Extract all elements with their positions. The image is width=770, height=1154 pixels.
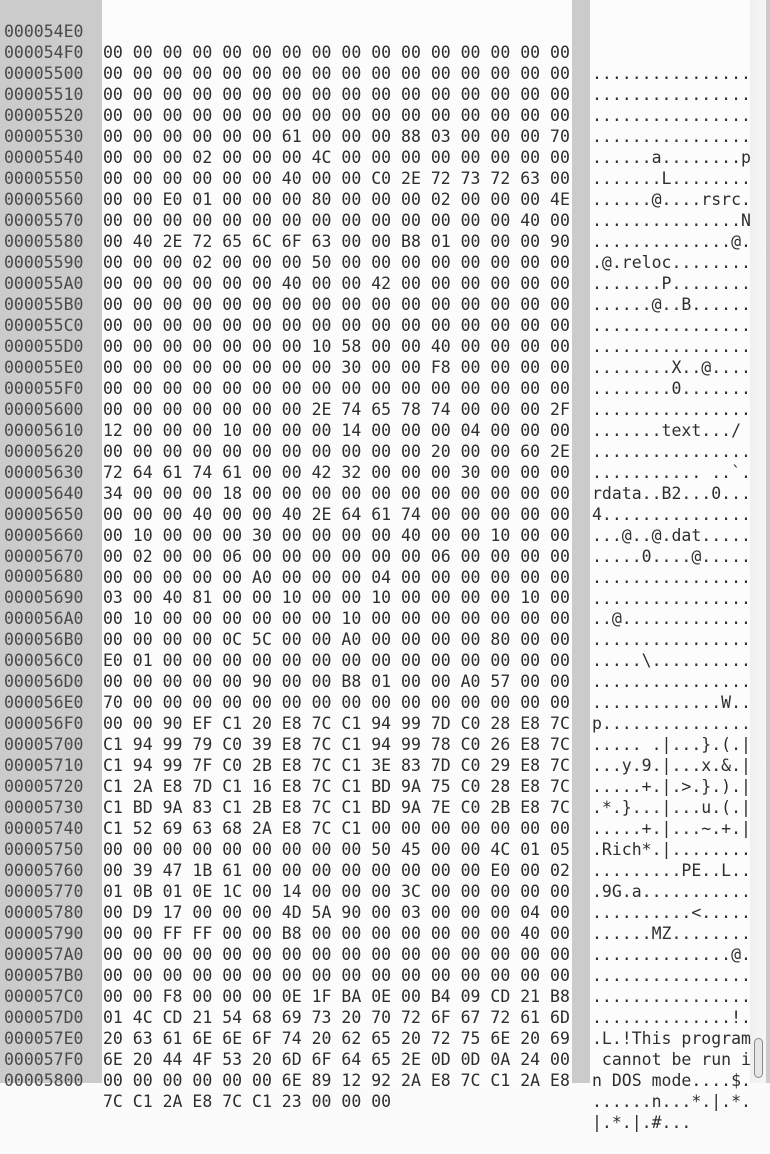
row-ascii[interactable]: .@.reloc........: [592, 252, 751, 272]
row-offset: 00005750: [4, 840, 84, 860]
row-ascii[interactable]: ................: [592, 588, 751, 608]
row-offset: 00005700: [4, 735, 84, 755]
row-offset: 00005800: [4, 1071, 84, 1090]
row-offset: 00005630: [4, 462, 84, 482]
row-hex-bytes[interactable]: 00 00 00 00 00 00 00 00 00 50 45 00 00 4C 01 05: [103, 840, 570, 860]
row-offset: 00005730: [4, 798, 84, 818]
row-hex-bytes[interactable]: 00 00 00 00 00 00 00 00 00 00 00 00 00 00 40 00: [103, 210, 570, 230]
row-ascii[interactable]: ..............@.: [592, 231, 751, 251]
row-ascii[interactable]: ...............N: [592, 210, 751, 230]
row-hex-bytes[interactable]: 00 00 00 00 00 00 6E 89 12 92 2A E8 7C C1 2A E8: [103, 1071, 570, 1091]
row-offset: 00005640: [4, 483, 84, 503]
row-offset: 00005500: [4, 63, 84, 83]
row-hex-bytes[interactable]: 72 64 61 74 61 00 00 42 32 00 00 00 30 00 00 00: [103, 462, 570, 482]
row-ascii[interactable]: ......a........p: [592, 147, 751, 167]
row-offset: 000056B0: [4, 630, 84, 650]
row-offset: 000055A0: [4, 273, 84, 293]
row-ascii[interactable]: .......text.../: [592, 420, 742, 440]
row-hex-bytes[interactable]: 00 02 00 00 06 00 00 00 00 00 00 06 00 00 00 00: [103, 546, 570, 566]
row-offset: 00005780: [4, 903, 84, 923]
window-edge: [766, 0, 770, 1083]
row-offset: 000057B0: [4, 966, 84, 986]
row-ascii[interactable]: ................: [592, 966, 751, 986]
row-hex-bytes[interactable]: E0 01 00 00 00 00 00 00 00 00 00 00 00 00 00 00: [103, 651, 570, 671]
row-ascii[interactable]: .......P........: [592, 273, 751, 293]
row-hex-bytes[interactable]: 00 00 00 00 0C 5C 00 00 A0 00 00 00 00 80 00 00: [103, 630, 570, 650]
row-ascii[interactable]: 4...............: [592, 504, 751, 524]
row-ascii[interactable]: .......L........: [592, 168, 751, 188]
row-hex-bytes[interactable]: C1 2A E8 7D C1 16 E8 7C C1 BD 9A 75 C0 28 E8 7C: [103, 777, 570, 797]
row-offset: 00005530: [4, 126, 84, 146]
row-hex-bytes[interactable]: 00 00 00 00 00 00 00 00 00 00 00 00 00 00 00 00: [103, 966, 570, 986]
row-offset: 00005520: [4, 105, 84, 125]
row-offset: 00005560: [4, 189, 84, 209]
row-hex-bytes[interactable]: 00 00 00 00 00 00 00 00 00 00 00 00 00 00 00 00: [103, 945, 570, 965]
row-offset: 000057A0: [4, 945, 84, 965]
row-ascii[interactable]: ...y.9.|...x.&.|: [592, 756, 751, 776]
row-ascii[interactable]: ................: [592, 567, 751, 587]
row-ascii[interactable]: .L.!This program: [592, 1029, 751, 1049]
row-ascii[interactable]: ................: [592, 672, 751, 692]
row-ascii[interactable]: .....+.|.>.}.).|: [592, 777, 751, 797]
row-ascii[interactable]: ................: [592, 399, 751, 419]
row-offset: 00005760: [4, 861, 84, 881]
row-ascii[interactable]: ...@..@.dat.....: [592, 525, 751, 545]
row-offset: 000055B0: [4, 294, 84, 314]
row-hex-bytes[interactable]: 00 00 00 02 00 00 00 50 00 00 00 00 00 00 00 00: [103, 252, 570, 272]
row-hex-bytes[interactable]: 6E 20 44 4F 53 20 6D 6F 64 65 2E 0D 0D 0A 24 00: [103, 1050, 570, 1070]
row-offset: 000056A0: [4, 609, 84, 629]
row-ascii[interactable]: ................: [592, 84, 751, 104]
row-ascii[interactable]: n DOS mode....$.: [592, 1071, 751, 1091]
row-hex-bytes[interactable]: 20 63 61 6E 6E 6F 74 20 62 65 20 72 75 6E 20 69: [103, 1029, 570, 1049]
row-offset: 00005570: [4, 210, 84, 230]
row-ascii[interactable]: ........... ..`.: [592, 462, 751, 482]
row-ascii[interactable]: ........0.......: [592, 378, 751, 398]
row-ascii[interactable]: ..............@.: [592, 945, 751, 965]
row-offset: 000055D0: [4, 336, 84, 356]
row-offset: 00005660: [4, 525, 84, 545]
row-ascii[interactable]: ................: [592, 441, 751, 461]
row-offset: 00005770: [4, 882, 84, 902]
row-hex-bytes[interactable]: 7C C1 2A E8 7C C1 23 00 00 00: [103, 1092, 392, 1111]
row-offset: 000054E0: [4, 22, 84, 41]
row-offset: 000056D0: [4, 672, 84, 692]
row-offset: 00005540: [4, 147, 84, 167]
row-offset: 00005600: [4, 399, 84, 419]
row-ascii[interactable]: ..@.............: [592, 609, 751, 629]
row-ascii[interactable]: ......@..B......: [592, 294, 751, 314]
row-ascii[interactable]: cannot be run i: [592, 1050, 751, 1070]
row-ascii[interactable]: ......@....rsrc.: [592, 189, 751, 209]
row-ascii[interactable]: ................: [592, 105, 751, 125]
row-ascii[interactable]: .9G.a...........: [592, 882, 751, 902]
row-ascii[interactable]: .............W..: [592, 693, 751, 713]
row-ascii[interactable]: .........PE..L..: [592, 861, 751, 881]
row-hex-bytes[interactable]: C1 BD 9A 83 C1 2B E8 7C C1 BD 9A 7E C0 2B E8 7C: [103, 798, 570, 818]
row-hex-bytes[interactable]: 70 00 00 00 00 00 00 00 00 00 00 00 00 00 00 00: [103, 693, 570, 713]
row-ascii[interactable]: ......n...*.|.*.: [592, 1092, 751, 1112]
row-ascii[interactable]: ......MZ........: [592, 924, 751, 944]
row-hex-bytes[interactable]: 00 00 00 00 00 A0 00 00 00 04 00 00 00 00 00 00: [103, 567, 570, 587]
row-ascii[interactable]: ................: [592, 987, 751, 1007]
row-hex-bytes[interactable]: 03 00 40 81 00 00 10 00 00 10 00 00 00 00 10 00: [103, 588, 570, 608]
scrollbar-thumb[interactable]: [754, 1038, 763, 1078]
row-hex-bytes[interactable]: 00 00 00 00 00 00 00 00 00 00 00 20 00 00 60 2E: [103, 441, 570, 461]
row-hex-bytes[interactable]: 00 10 00 00 00 00 00 00 10 00 00 00 00 00 00 00: [103, 609, 570, 629]
row-hex-bytes[interactable]: C1 94 99 79 C0 39 E8 7C C1 94 99 78 C0 26 E8 7C: [103, 735, 570, 755]
row-offset: 000057D0: [4, 1008, 84, 1028]
row-offset: 000056F0: [4, 714, 84, 734]
row-ascii[interactable]: rdata..B2...0...: [592, 483, 751, 503]
row-hex-bytes[interactable]: 00 00 00 40 00 00 40 2E 64 61 74 00 00 00 00 00: [103, 504, 570, 524]
row-hex-bytes[interactable]: 00 00 00 00 00 00 40 00 00 C0 2E 72 73 72 63 00: [103, 168, 570, 188]
column-separator: [572, 0, 590, 1083]
row-offset: 00005680: [4, 567, 84, 587]
row-hex-bytes[interactable]: 01 0B 01 0E 1C 00 14 00 00 00 3C 00 00 00 00 00: [103, 882, 570, 902]
row-hex-bytes[interactable]: 00 00 F8 00 00 00 0E 1F BA 0E 00 B4 09 CD 21 B8: [103, 987, 570, 1007]
row-ascii[interactable]: ........X..@....: [592, 357, 751, 377]
row-hex-bytes[interactable]: 00 00 00 00 00 00 00 00 00 00 00 00 00 00 00 00: [103, 84, 570, 104]
row-offset: 00005650: [4, 504, 84, 524]
row-offset: 000056C0: [4, 651, 84, 671]
row-ascii[interactable]: .Rich*.|........: [592, 840, 751, 860]
row-ascii[interactable]: ..........<.....: [592, 903, 751, 923]
row-hex-bytes[interactable]: 00 D9 17 00 00 00 4D 5A 90 00 03 00 00 00 04 00: [103, 903, 570, 923]
row-ascii[interactable]: |.*.|.#...: [592, 1113, 692, 1132]
row-hex-bytes[interactable]: 00 00 FF FF 00 00 B8 00 00 00 00 00 00 00 40 00: [103, 924, 570, 944]
row-offset: 000055C0: [4, 315, 84, 335]
row-hex-bytes[interactable]: 12 00 00 00 10 00 00 00 14 00 00 00 04 00 00 00: [103, 420, 570, 440]
row-ascii[interactable]: .....\..........: [592, 651, 751, 671]
row-hex-bytes[interactable]: 00 00 90 EF C1 20 E8 7C C1 94 99 7D C0 28 E8 7C: [103, 714, 570, 734]
row-hex-bytes[interactable]: 00 00 00 00 00 00 40 00 00 42 00 00 00 00 00 00: [103, 273, 570, 293]
row-offset: 000057C0: [4, 987, 84, 1007]
row-hex-bytes[interactable]: 00 00 00 00 00 00 00 00 00 00 00 00 00 00 00 00: [103, 105, 570, 125]
row-offset: 00005610: [4, 420, 84, 440]
row-offset: 000055F0: [4, 378, 84, 398]
row-hex-bytes[interactable]: 00 39 47 1B 61 00 00 00 00 00 00 00 00 E0 00 02: [103, 861, 570, 881]
row-hex-bytes[interactable]: C1 94 99 7F C0 2B E8 7C C1 3E 83 7D C0 29 E8 7C: [103, 756, 570, 776]
row-hex-bytes[interactable]: 00 10 00 00 00 30 00 00 00 00 40 00 00 10 00 00: [103, 525, 570, 545]
row-hex-bytes[interactable]: 00 00 00 00 00 90 00 00 B8 01 00 00 A0 57 00 00: [103, 672, 570, 692]
row-ascii[interactable]: ..... .|...}.(.|: [592, 735, 751, 755]
row-hex-bytes[interactable]: 01 4C CD 21 54 68 69 73 20 70 72 6F 67 72 61 6D: [103, 1008, 570, 1028]
row-hex-bytes[interactable]: 00 00 00 00 00 00 00 00 00 00 00 00 00 00 00 00: [103, 378, 570, 398]
row-offset: 00005710: [4, 756, 84, 776]
row-offset: 00005510: [4, 84, 84, 104]
row-offset: 000054F0: [4, 42, 84, 62]
row-offset: 00005690: [4, 588, 84, 608]
row-offset: 000055E0: [4, 357, 84, 377]
row-ascii[interactable]: ..............!.: [592, 1008, 751, 1028]
row-offset: 00005720: [4, 777, 84, 797]
row-hex-bytes[interactable]: 00 00 E0 01 00 00 00 80 00 00 00 02 00 00 00 4E: [103, 189, 570, 209]
row-ascii[interactable]: .*.}...|...u.(.|: [592, 798, 751, 818]
row-hex-bytes[interactable]: 00 00 00 02 00 00 00 4C 00 00 00 00 00 00 00 00: [103, 147, 570, 167]
vertical-scrollbar[interactable]: [750, 0, 766, 1083]
row-ascii[interactable]: p...............: [592, 714, 751, 734]
row-hex-bytes[interactable]: 00 00 00 00 00 00 00 00 00 00 00 00 00 00 00 00: [103, 315, 570, 335]
row-offset: 000056E0: [4, 693, 84, 713]
row-hex-bytes[interactable]: 00 00 00 00 00 00 00 00 00 00 00 00 00 00 00 00: [103, 294, 570, 314]
row-offset: 00005740: [4, 819, 84, 839]
row-hex-bytes[interactable]: 00 00 00 00 00 00 00 00 00 00 00 00 00 00 00 00: [103, 63, 570, 83]
row-ascii[interactable]: .....+.|...~.+.|: [592, 819, 751, 839]
row-ascii[interactable]: ................: [592, 315, 751, 335]
row-ascii[interactable]: ................: [592, 336, 751, 356]
row-offset: 00005580: [4, 231, 84, 251]
row-offset: 00005670: [4, 546, 84, 566]
row-offset: 000057F0: [4, 1050, 84, 1070]
row-ascii[interactable]: ................: [592, 126, 751, 146]
row-offset: 00005620: [4, 441, 84, 461]
row-hex-bytes[interactable]: 00 00 00 00 00 00 00 2E 74 65 78 74 00 00 00 2F: [103, 399, 570, 419]
row-hex-bytes[interactable]: 00 40 2E 72 65 6C 6F 63 00 00 B8 01 00 00 00 90: [103, 231, 570, 251]
row-offset: 00005550: [4, 168, 84, 188]
row-ascii[interactable]: ................: [592, 64, 751, 83]
row-offset: 00005790: [4, 924, 84, 944]
row-hex-bytes[interactable]: 00 00 00 00 00 00 00 00 00 00 00 00 00 00 00 00: [103, 43, 570, 62]
row-hex-bytes[interactable]: 34 00 00 00 18 00 00 00 00 00 00 00 00 00 00 00: [103, 483, 570, 503]
row-ascii[interactable]: .....0....@.....: [592, 546, 751, 566]
row-offset: 000057E0: [4, 1029, 84, 1049]
row-hex-bytes[interactable]: 00 00 00 00 00 00 00 00 30 00 00 F8 00 00 00 00: [103, 357, 570, 377]
row-hex-bytes[interactable]: 00 00 00 00 00 00 61 00 00 00 88 03 00 00 00 70: [103, 126, 570, 146]
row-ascii[interactable]: ................: [592, 630, 751, 650]
row-offset: 00005590: [4, 252, 84, 272]
row-hex-bytes[interactable]: C1 52 69 63 68 2A E8 7C C1 00 00 00 00 00 00 00: [103, 819, 570, 839]
row-hex-bytes[interactable]: 00 00 00 00 00 00 00 10 58 00 00 40 00 00 00 00: [103, 336, 570, 356]
